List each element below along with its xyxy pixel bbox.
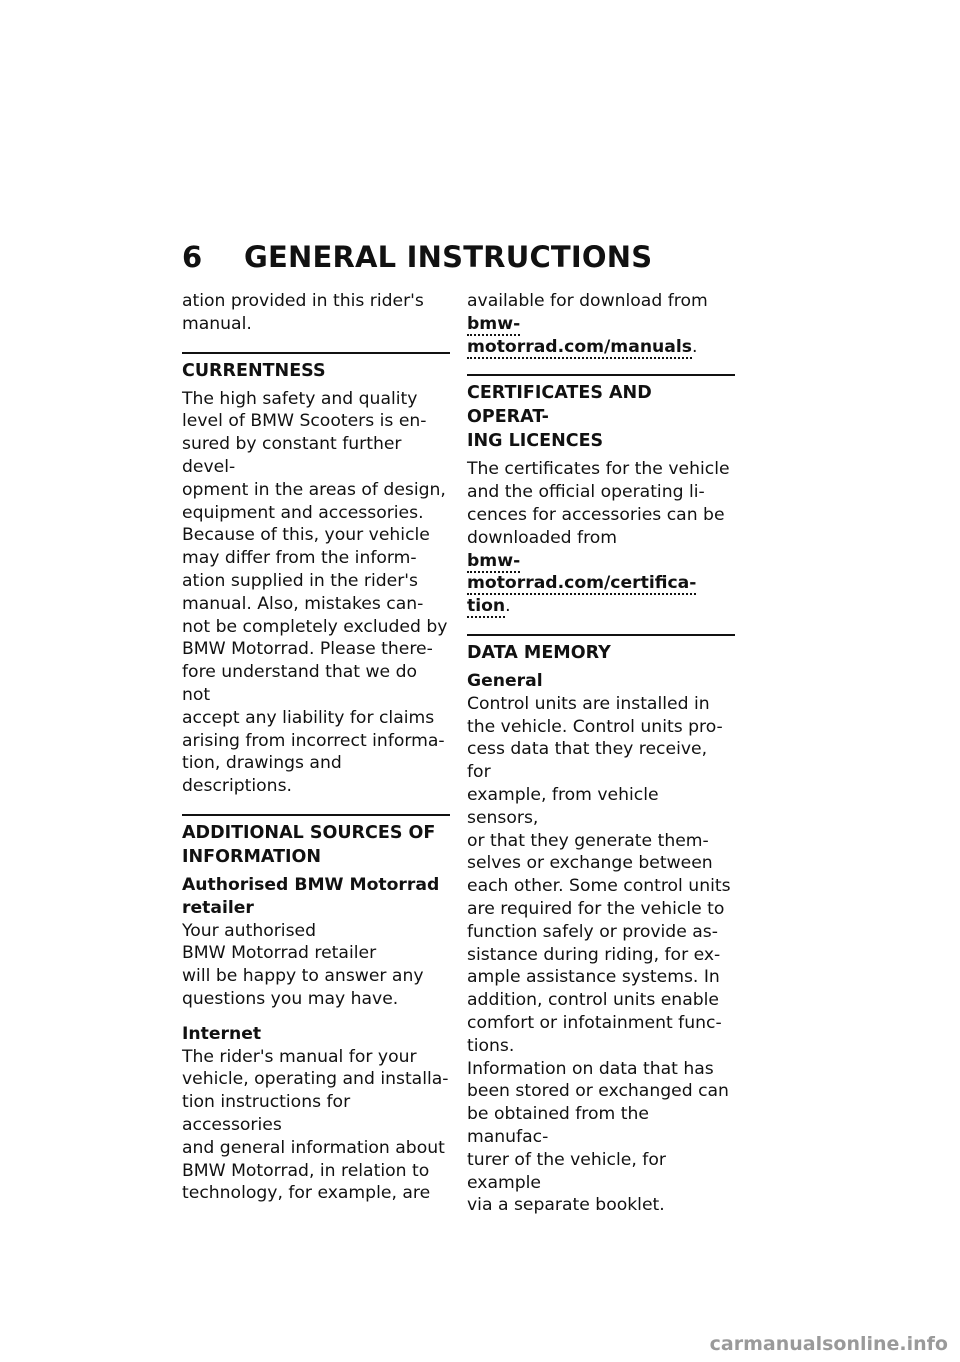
certificates-heading: CERTIFICATES AND OPERAT- ING LICENCES bbox=[467, 383, 652, 452]
currentness-heading: CURRENTNESS bbox=[182, 360, 326, 381]
retailer-body: Your authorised BMW Motorrad retailer will be happy to answer any questions you may have. bbox=[182, 920, 424, 1009]
certificates-body bbox=[467, 458, 735, 618]
left-column bbox=[182, 290, 450, 1205]
chapter-title-text: GENERAL INSTRUCTIONS bbox=[244, 240, 653, 274]
chapter-title bbox=[182, 240, 652, 274]
certification-link-suffix: . bbox=[505, 596, 511, 617]
section-divider bbox=[467, 634, 735, 636]
right-intro-text bbox=[467, 290, 735, 358]
internet-heading: Internet bbox=[182, 1023, 262, 1044]
section-divider bbox=[182, 814, 450, 816]
currentness-body: The high safety and quality level of BMW Scooters is en- sured by constant further devel- opment in the areas of design, equipment and accessories. Because of this, your vehicle may differ from the inform- ation supplied in the rider's manual. Also, mistakes can- not be completely excluded by BMW Motorrad. Please there- fore understand that we do not accept any liability for claims arising from incorrect informa- tion, drawings and descriptions. bbox=[182, 388, 448, 797]
right-column bbox=[467, 290, 735, 1217]
general-heading: General bbox=[467, 670, 543, 691]
section-divider bbox=[467, 374, 735, 376]
manuals-link[interactable]: bmw-motorrad.com/manuals bbox=[467, 313, 693, 357]
left-intro-text: ation provided in this rider's manual. bbox=[182, 291, 424, 334]
manuals-link-suffix: . bbox=[692, 336, 698, 357]
data-info-body: Information on data that has been stored or exchanged can be obtained from the manufac- turer of the vehicle, for example via a separate booklet. bbox=[467, 1058, 729, 1216]
certificates-text: The certificates for the vehicle and the official operating li- cences for accessories can be downloaded from bbox=[467, 459, 730, 548]
certification-link[interactable]: bmw-motorrad.com/certifica- tion bbox=[467, 550, 697, 617]
retailer-heading: Authorised BMW Motorrad retailer bbox=[182, 874, 440, 918]
internet-body: The rider's manual for your vehicle, operating and installa- tion instructions for accessories and general information about BMW Motorrad, in relation to technology, for example, are bbox=[182, 1046, 449, 1204]
chapter-number: 6 bbox=[182, 240, 203, 274]
general-body: Control units are installed in the vehicle. Control units pro- cess data that they receive, for example, from vehicle sensors, or that they generate them- selves or exchange between each other. Some control units are required for the vehicle to function safely or provide as- sistance during riding, for ex- ample assistance systems. In addition, control units enable comfort or infotainment func- tions. bbox=[467, 693, 731, 1056]
watermark-text: carmanualsonline.info bbox=[709, 1333, 948, 1355]
download-intro: available for download from bbox=[467, 291, 708, 311]
section-divider bbox=[182, 352, 450, 354]
additional-sources-heading: ADDITIONAL SOURCES OF INFORMATION bbox=[182, 822, 436, 867]
data-memory-heading: DATA MEMORY bbox=[467, 642, 611, 663]
